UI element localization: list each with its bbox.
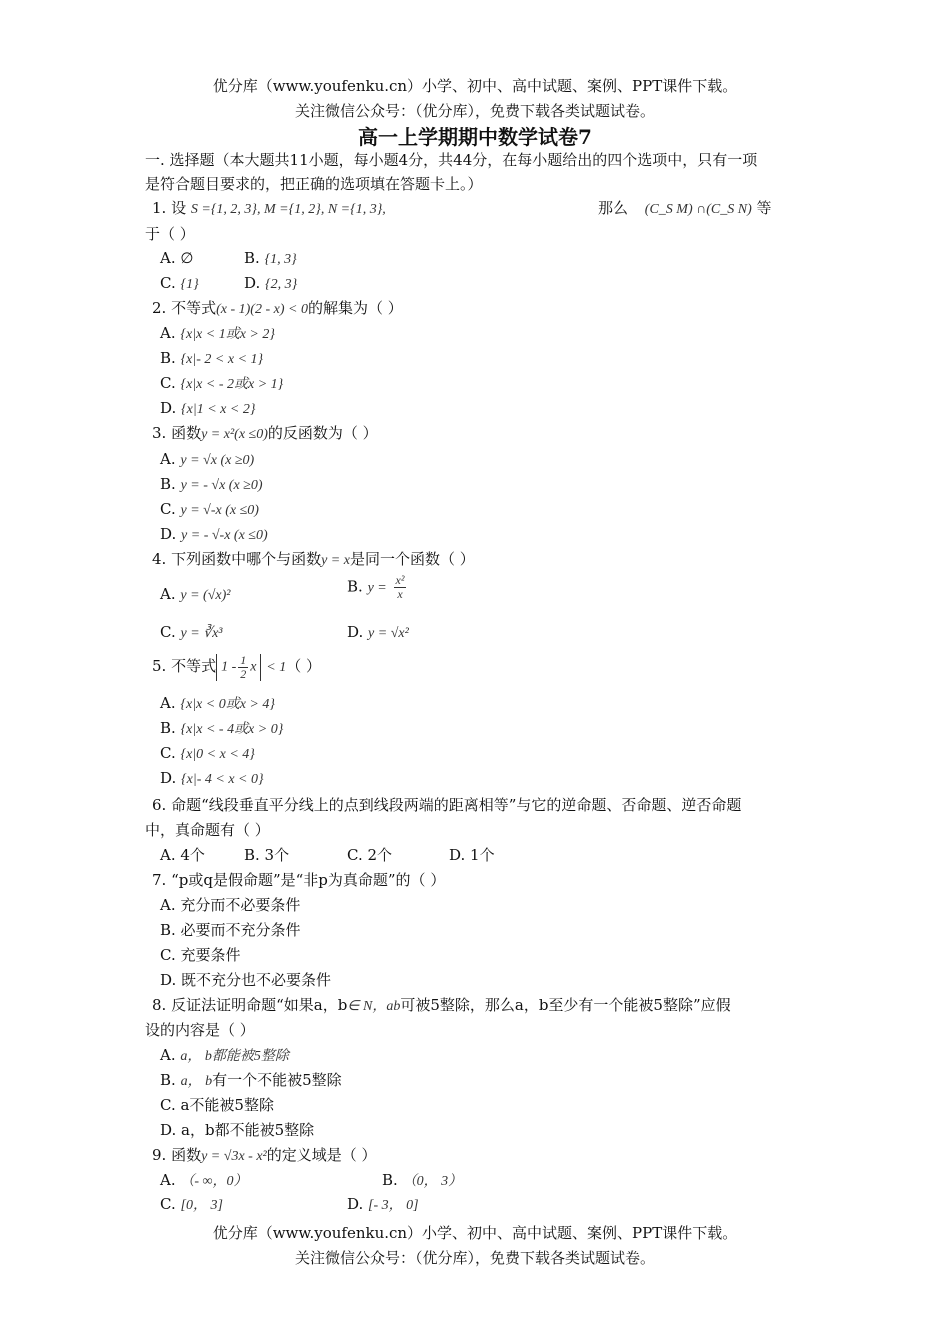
- q1-math-expr: (C_S M) ∩(C_S N): [644, 202, 752, 217]
- q1-text-b: 那么: [598, 199, 629, 217]
- q2-option-c: C. {x|x < - 2或x > 1}: [160, 374, 284, 392]
- q4-b-fraction: $\frac{\text{x²}}{x}$: [395, 573, 405, 601]
- q9-option-a: A. （- ∞，0）: [160, 1171, 248, 1189]
- q1-text-c: 等: [756, 199, 772, 217]
- q9-option-c: C. [0， 3]: [160, 1195, 223, 1213]
- q3-option-b: B. y = - √x (x ≥0): [160, 475, 263, 493]
- q5-absolute-value: 1 - $\frac{1}{2}$ x: [216, 654, 261, 681]
- q7-option-b: B. 必要而不充分条件: [160, 921, 301, 939]
- footer-line-2: 关注微信公众号：（优分库），免费下载各类试题试卷。: [294, 1249, 655, 1267]
- question-6-line-1: 6. 命题“线段垂直平分线上的点到线段两端的距离相等”与它的逆命题、否命题、逆否命题: [152, 796, 742, 814]
- q2-option-d: D. {x|1 < x < 2}: [160, 399, 256, 417]
- q1-text-d: 于（ ）: [145, 225, 195, 243]
- question-2-stem: 2. 不等式(x - 1)(2 - x) < 0的解集为（ ）: [152, 299, 403, 317]
- q7-option-c: C. 充要条件: [160, 946, 241, 964]
- question-1-stem-end: [598, 198, 772, 220]
- q5-option-a: A. {x|x < 0或x > 4}: [160, 694, 275, 712]
- q3-option-c: C. y = √-x (x ≤0): [160, 500, 259, 518]
- q9-option-b: B. （0， 3）: [382, 1171, 463, 1189]
- footer-line-1: 优分库（www.youfenku.cn）小学、初中、高中试题、案例、PPT课件下载。: [212, 1224, 738, 1242]
- question-3-stem: 3. 函数y = x²(x ≤0)的反函数为（ ）: [152, 424, 378, 442]
- q1-option-b: B. {1, 3}: [244, 249, 297, 267]
- q7-option-d: D. 既不充分也不必要条件: [160, 971, 332, 989]
- q2-option-a: A. {x|x < 1或x > 2}: [160, 324, 275, 342]
- q8-option-b: B. a， b有一个不能被5整除: [160, 1071, 342, 1089]
- q3-option-d: D. y = - √-x (x ≤0): [160, 525, 268, 543]
- q6-option-c: C. 2个: [347, 846, 393, 864]
- q4-option-a: A. y = (√x)²: [160, 585, 231, 603]
- q1-math-sets: S ={1, 2, 3}, M ={1, 2}, N ={1, 3},: [190, 202, 386, 217]
- q6-option-d: D. 1个: [449, 846, 495, 864]
- q2-math: (x - 1)(2 - x) < 0: [216, 302, 308, 317]
- question-8-line-2: 设的内容是（ ）: [145, 1021, 255, 1039]
- question-6-line-2: 中，真命题有（ ）: [145, 821, 270, 839]
- q1-option-d: D. {2, 3}: [244, 274, 298, 292]
- section-intro-line-2: 是符合题目要求的，把正确的选项填在答题卡上。）: [145, 175, 483, 193]
- q3-math: y = x²(x ≤0): [201, 427, 268, 442]
- q4-option-b: B. y = $\frac{\text{x²}}{x}$: [347, 573, 405, 601]
- q5-option-b: B. {x|x < - 4或x > 0}: [160, 719, 284, 737]
- question-9-stem: 9. 函数y = √3x - x²的定义域是（ ）: [152, 1146, 377, 1164]
- q4-option-c: C. y = ∛x³: [160, 623, 223, 641]
- q5-option-c: C. {x|0 < x < 4}: [160, 744, 255, 762]
- q2-option-b: B. {x|- 2 < x < 1}: [160, 349, 264, 367]
- q6-option-b: B. 3个: [244, 846, 290, 864]
- header-line-2: 关注微信公众号：（优分库），免费下载各类试题试卷。: [294, 102, 655, 120]
- question-8-line-1: 8. 反证法证明命题“如果a，b∈ N，ab可被5整除，那么a，b至少有一个能被5整除”应假: [152, 996, 731, 1014]
- q6-option-a: A. 4个: [160, 846, 205, 864]
- section-intro-line-1: 一. 选择题（本大题共11小题，每小题4分，共44分，在每小题给出的四个选项中，只有一项: [145, 151, 758, 169]
- question-7-stem: 7. “p或q是假命题”是“非p为真命题”的（ ）: [152, 871, 446, 889]
- page-title: 高一上学期期中数学试卷7: [358, 125, 592, 149]
- question-4-stem: 4. 下列函数中哪个与函数y = x是同一个函数（ ）: [152, 550, 475, 568]
- q9-math: y = √3x - x²: [201, 1149, 267, 1164]
- q8-option-a: A. a， b都能被5整除: [160, 1046, 289, 1064]
- question-5-stem: 5. 不等式 1 - $\frac{1}{2}$ x < 1（ ）: [152, 652, 321, 681]
- question-1-stem: [152, 198, 386, 220]
- q1-option-c: C. {1}: [160, 274, 199, 292]
- q4-option-d: D. y = √x²: [347, 623, 409, 641]
- q5-fraction: $\frac{1}{2}$: [240, 652, 247, 681]
- q8-option-c: C. a不能被5整除: [160, 1096, 274, 1114]
- q5-option-d: D. {x|- 4 < x < 0}: [160, 769, 264, 787]
- q1-text-a: 1. 设: [152, 199, 187, 217]
- q7-option-a: A. 充分而不必要条件: [160, 896, 301, 914]
- q1-option-a: A. ∅: [160, 249, 194, 267]
- q8-option-d: D. a，b都不能被5整除: [160, 1121, 315, 1139]
- q4-math: y = x: [321, 553, 350, 568]
- q8-math: ∈ N，ab: [347, 999, 401, 1014]
- q3-option-a: A. y = √x (x ≥0): [160, 450, 255, 468]
- header-line-1: 优分库（www.youfenku.cn）小学、初中、高中试题、案例、PPT课件下载。: [212, 77, 738, 95]
- q9-option-d: D. [- 3， 0]: [347, 1195, 419, 1213]
